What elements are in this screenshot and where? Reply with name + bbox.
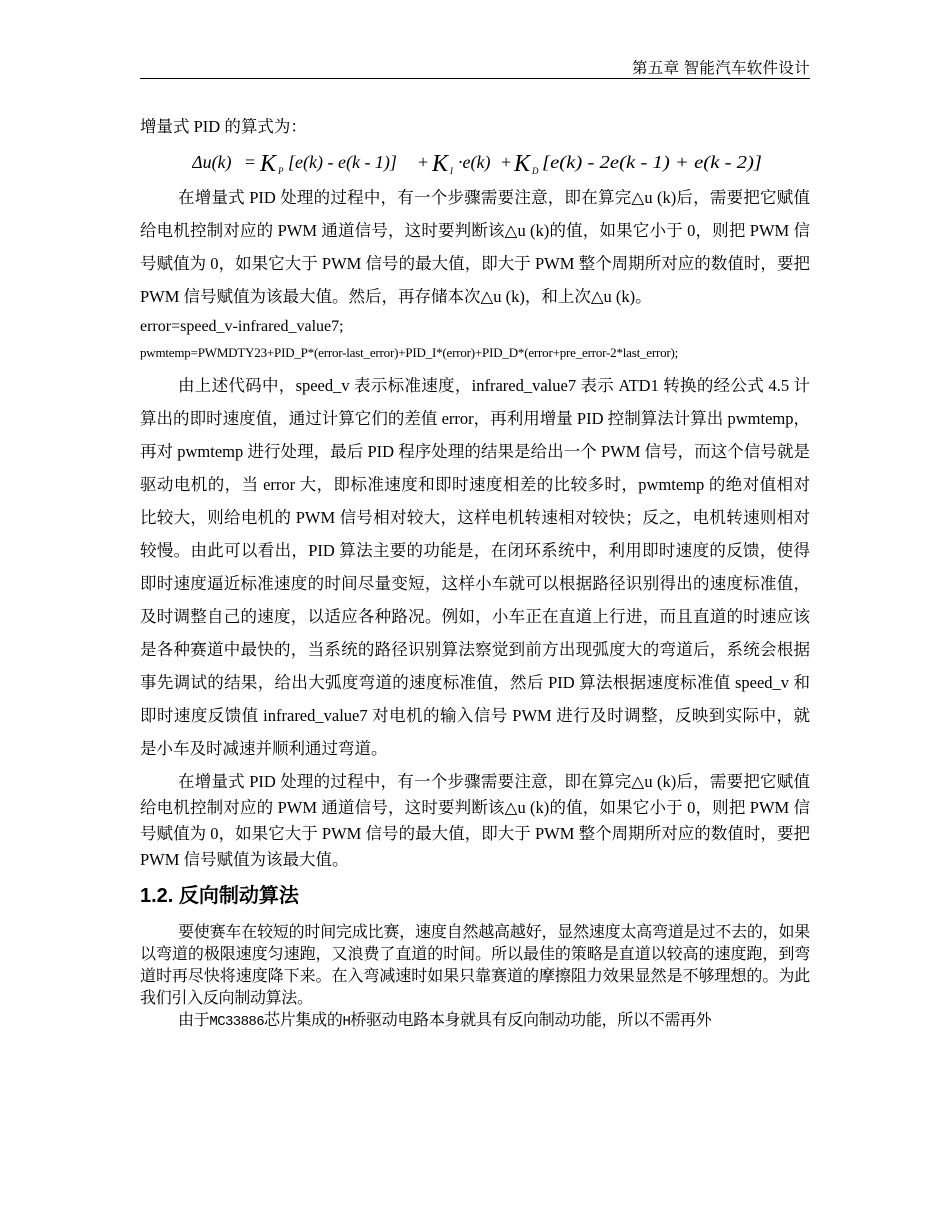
formula-kd: K [514, 151, 531, 177]
formula-graphic [192, 143, 767, 181]
page-body [140, 108, 810, 1033]
formula-kd-term: [e(k) - 2e(k - 1) + e(k - 2)] [542, 152, 734, 172]
formula-kp: K [260, 151, 277, 177]
paragraph-pid-note: 在增量式 PID 处理的过程中，有一个步骤需要注意，即在算完△u (k)后，需要把它赋值给电机控制对应的 PWM 通道信号，这时要判断该△u (k)的值，如果它小于 0，则把 PWM 信号赋值为 0，如果它大于 PWM 信号的最大值，即大于 PWM 整个周期所对应的数值时，要把 PWM 信号赋值为该最大值。然后，再存储本次△u (k)，和上次△u (k)。 [140, 188, 810, 306]
formula-plus-1: + [418, 152, 429, 172]
formula-ki-term: ·e(k) [458, 152, 491, 172]
formula-intro: 增量式 PID 的算式为： [140, 117, 307, 136]
formula-plus-2: + [501, 152, 512, 172]
formula-kp-sub: P [278, 166, 284, 176]
paragraph-pid-note-repeat: 在增量式 PID 处理的过程中，有一个步骤需要注意，即在算完△u (k)后，需要把它赋值给电机控制对应的 PWM 通道信号，这时要判断该△u (k)的值，如果它小于 0，则把 PWM 信号赋值为 0，如果它大于 PWM 信号的最大值，即大于 PWM 整个周期所对应的数值时，要把 PWM 信号赋值为该最大值。 [140, 772, 810, 869]
formula-kd-sub: D [532, 166, 539, 176]
formula-equals: = [245, 152, 256, 172]
mc33886-bridge-letter: H [342, 1014, 351, 1030]
code-line-pwmtemp: pwmtemp=PWMDTY23+PID_P*(error-last_error)+PID_I*(error)+PID_D*(error+pre_error-2*last_error); [140, 345, 679, 360]
code-line-error: error=speed_v-infrared_value7; [140, 318, 344, 335]
paragraph-reverse-braking: 要使赛车在较短的时间完成比赛，速度自然越高越好，显然速度太高弯道是过不去的，如果以弯道的极限速度匀速跑，又浪费了直道的时间。所以最佳的策略是直道以较高的速度跑，到弯道时再尽快将速度降下来。在入弯减速时如果只靠赛道的摩擦阻力效果显然是不够理想的。为此我们引入反向制动算法。 [140, 922, 810, 1007]
formula-ki-sub: I [450, 166, 453, 176]
mc33886-text-after: 桥驱动电路本身就具有反向制动功能，所以不需再外 [350, 1010, 712, 1029]
mc33886-text-middle: 芯片集成的 [264, 1010, 343, 1029]
mc33886-chip-name: MC33886 [209, 1014, 265, 1030]
formula-kp-term: [e(k) - e(k - 1)] [288, 152, 397, 172]
pid-formula [140, 143, 810, 181]
paragraph-mc33886 [140, 1009, 810, 1033]
formula-ki: K [432, 151, 449, 177]
paragraph-code-explanation: 由上述代码中，speed_v 表示标准速度，infrared_value7 表示 ATD1 转换的经公式 4.5 计算出的即时速度值，通过计算它们的差值 error，再利用增量 PID 控制算法计算出 pwmtemp，再对 pwmtemp 进行处理，最后 PID 程序处理的结果是给出一个 PWM 信号，而这个信号就是驱动电机的，当 error 大，即标准速度和即时速度相差的比较多时，pwmtemp 的绝对值相对比较大，则给电机的 PWM 信号相对较大，这样电机转速相对较快；反之，电机转速则相对较慢。由此可以看出，PID 算法主要的功能是，在闭环系统中，利用即时速度的反馈，使得即时速度逼近标准速度的时间尽量变短，这样小车就可以根据路径识别得出的速度标准值，及时调整自己的速度，以适应各种路况。例如，小车正在直道上行进，而且直道的时速应该是各种赛道中最快的，当系统的路径识别算法察觉到前方出现弧度大的弯道后，系统会根据事先调试的结果，给出大弧度弯道的速度标准值，然后 PID 算法根据速度标准值 speed_v 和即时速度反馈值 infrared_value7 对电机的输入信号 PWM 进行及时调整，反映到实际中，就是小车及时减速并顺利通过弯道。 [140, 376, 810, 758]
mc33886-text-before: 由于 [178, 1010, 210, 1029]
page-header [140, 52, 810, 79]
chapter-title: 第五章 智能汽车软件设计 [632, 60, 810, 77]
formula-lhs: Δu(k) [192, 152, 232, 172]
section-heading: 1.2. 反向制动算法 [140, 885, 299, 907]
